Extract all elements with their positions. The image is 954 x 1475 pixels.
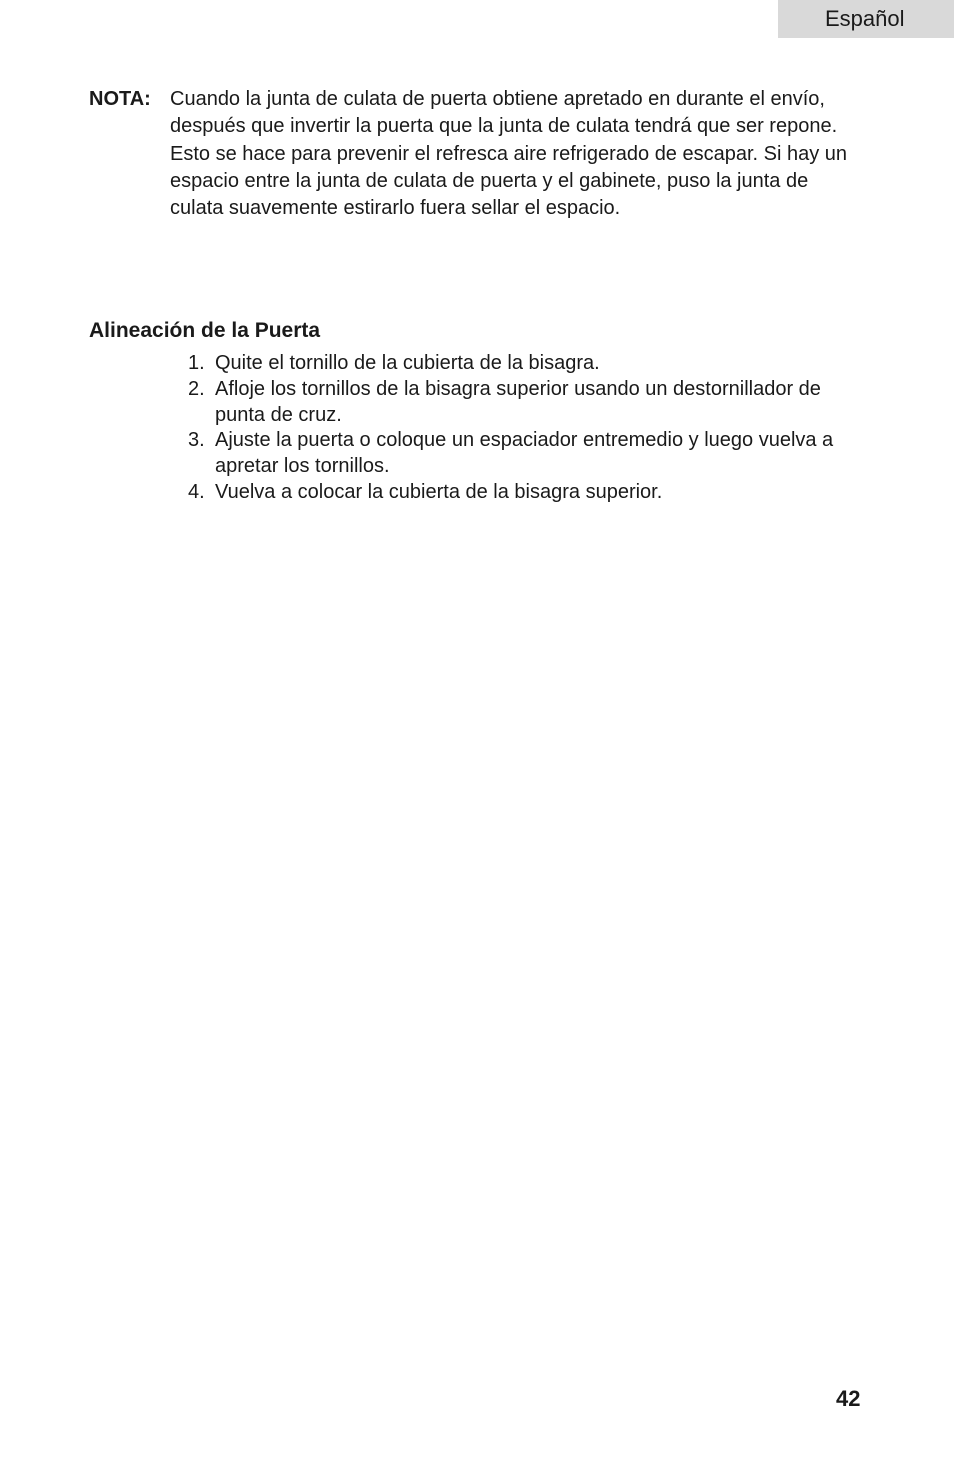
step-text: Afloje los tornillos de la bisagra superior usando un destornillador de punta de cruz.	[215, 377, 821, 426]
step-number: 2.	[188, 377, 205, 400]
step-text: Vuelva a colocar la cubierta de la bisagra superior.	[215, 480, 663, 503]
note-label: NOTA:	[89, 88, 151, 110]
list-item	[188, 377, 858, 429]
step-number: 3.	[188, 429, 205, 452]
list-item	[188, 351, 858, 377]
list-item	[188, 480, 858, 506]
steps-list	[188, 351, 858, 506]
step-number: 1.	[188, 352, 205, 374]
step-number: 4.	[188, 480, 205, 503]
list-item	[188, 428, 858, 480]
step-text: Quite el tornillo de la cubierta de la bisagra.	[215, 352, 600, 374]
step-text: Ajuste la puerta o coloque un espaciador entremedio y luego vuelva a apretar los tornillos.	[215, 429, 834, 478]
note-block	[89, 86, 849, 222]
page-number: 42	[836, 1386, 861, 1411]
note-text: Cuando la junta de culata de puerta obtiene apretado en durante el envío, después que invertir la puerta que la junta de culata tendrá que ser repone. Esto se hace para prevenir el refresca aire refrigerado de escapar. Si hay un espacio entre la junta de culata de puerta y el gabinete, puso la junta de culata suavemente estirarlo fuera sellar el espacio.	[170, 88, 848, 220]
language-tab: Español	[778, 0, 954, 38]
section-title: Alineación de la Puerta	[89, 319, 321, 342]
